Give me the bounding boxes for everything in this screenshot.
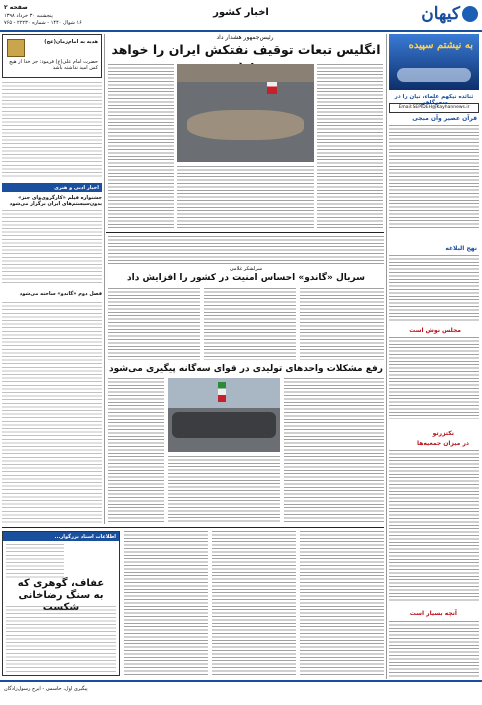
feature-label-bar — [3, 532, 119, 541]
section-title: اخبار کشور — [213, 7, 269, 18]
section-heading-bisyar: آنچه بسیار است — [409, 610, 457, 617]
footer-rule — [0, 680, 482, 682]
main-headline: انگلیس تبعات توقیف نفتکش ایران را خواهد — [111, 42, 381, 57]
meeting-table — [187, 110, 304, 140]
article-text — [284, 378, 384, 524]
cabinet-meeting-photo — [177, 64, 314, 162]
article-text — [204, 288, 296, 360]
page-header — [0, 0, 482, 30]
bottom-headline: رفع مشکلات واحدهای تولیدی در قوای سه‌گانه پیگیری می‌شود — [109, 364, 383, 374]
officials-photo — [168, 378, 280, 452]
text-block — [2, 82, 102, 177]
feature-headline-2: به سنگ رضاخانی شکست — [18, 590, 104, 613]
article-text — [108, 378, 164, 524]
feature-label: اطلاعات استاد بزرگوار... — [54, 534, 116, 540]
mid-headline: سریال «گاندو» احساس امنیت در کشور را افزایش داد — [127, 273, 365, 283]
text-block — [389, 621, 479, 679]
article-text — [108, 288, 200, 360]
wall-panel — [177, 64, 314, 82]
book-icon — [7, 39, 25, 57]
box-text: حضرت امام علی(ع) فرمود: جز خدا از هیچ کس امید نداشته باشد — [9, 59, 98, 71]
mid-kicker: سرلشکر غلامی — [229, 266, 263, 272]
section-rule — [106, 232, 384, 233]
date-line: پنجشنبه ۳۰ خرداد ۱۳۹۸ — [4, 13, 53, 19]
article-text — [124, 531, 208, 676]
article-text — [168, 456, 280, 524]
box-title: هدیه به امام‌زمان(عج) — [44, 39, 98, 45]
text-block — [389, 255, 479, 323]
text-block — [389, 125, 479, 230]
feature-headline-1: عفاف، گوهری که — [17, 578, 105, 589]
section-heading-quran: قرآن عصیر وآن مبجی — [412, 115, 477, 122]
article-text — [108, 64, 174, 229]
text-block — [389, 337, 479, 419]
right-column — [389, 34, 479, 679]
logo-text: کیهان — [421, 4, 460, 24]
column-divider — [386, 34, 387, 679]
article-text — [300, 531, 384, 676]
article-text — [108, 236, 384, 264]
seated-officials — [172, 412, 276, 438]
article-text — [300, 288, 384, 360]
banner-caption: ثنائده نیکهم علماء، نیان را در سحرگاهی — [394, 94, 474, 106]
cloud-icon — [397, 68, 471, 82]
feature-box — [2, 531, 120, 676]
section-heading-nahj: نهج البلاغه — [445, 245, 477, 252]
article-text — [317, 64, 383, 229]
kicker: رئیس‌جمهور هشدار داد — [216, 34, 274, 41]
text-block — [389, 450, 479, 602]
text-block — [6, 606, 116, 672]
logo — [412, 2, 478, 28]
news-headline: جشنواره فیلم «کارگروی‌وای‌ جنز» بدون‌سیستم‌های ایران برگزار‌ می‌شود — [9, 195, 102, 207]
sepideh-banner — [389, 34, 479, 90]
column-divider — [104, 34, 105, 524]
footer-credit: پیگیری اول، حاسمی - ایرج رسول‌زادگان — [4, 686, 88, 692]
banner-text: به نیشتم سپیده — [408, 40, 473, 51]
logo-emblem — [462, 6, 478, 22]
hadith-box — [2, 34, 102, 78]
news-heading-bar — [2, 183, 102, 192]
text-block — [2, 210, 102, 285]
page-label: صفحه ۲ — [4, 4, 28, 11]
text-block — [6, 544, 64, 578]
section-rule — [2, 527, 384, 528]
article-text — [177, 166, 314, 229]
text-block — [2, 302, 102, 524]
flag-icon — [218, 382, 226, 402]
section-heading-jamiat: در میزان جمعیه‌ها — [416, 440, 469, 447]
section-heading-majles: مجلس نوش است — [409, 327, 461, 334]
section-heading-nokte: نکتزرتو — [432, 430, 454, 437]
news-headline: فصل دوم «گاندو» ساخته می‌شود — [19, 291, 102, 297]
header-rule — [0, 30, 482, 32]
issue-line: ۱۶ شوال ۱۴۴۰ - شماره ۲۲۲۳۰ - ۷۶۵ — [4, 20, 82, 26]
news-section-title: اخبار ادبی و هنری — [54, 185, 99, 191]
article-text — [212, 531, 296, 676]
contact-email: Email:SEPIDEH@Kayhannews.ir — [389, 103, 479, 113]
